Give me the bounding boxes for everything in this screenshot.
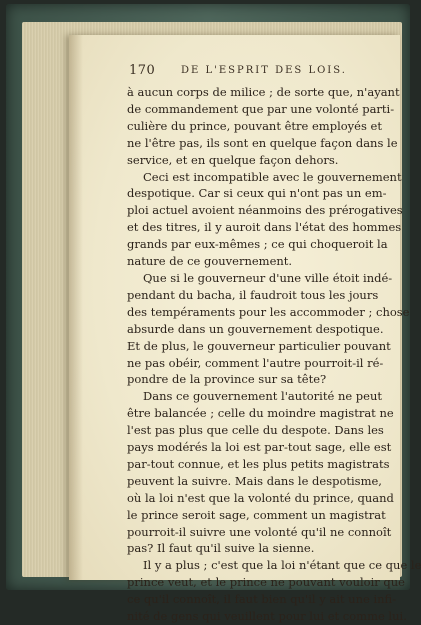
text-line: ce qu'il connoît, il faut bien qu'il y ait une infi-: [127, 592, 397, 607]
text-line: absurde dans un gouvernement despotique.: [127, 321, 384, 336]
text-line: prince veut, et le prince ne pouvant vouloir que: [127, 575, 405, 590]
body-text: [127, 84, 421, 625]
text-line: par-tout connue, et les plus petits magistrats: [127, 456, 390, 471]
text-line: Que si le gouverneur d'une ville étoit indé-: [143, 270, 393, 285]
running-title: DE L'ESPRIT DES LOIS.: [181, 65, 347, 76]
text-line: pas? Il faut qu'il suive la sienne.: [127, 541, 315, 556]
text-line: l'est pas plus que celle du despote. Dans les: [127, 423, 384, 438]
page-number: 170: [129, 63, 156, 78]
text-line: le prince seroit sage, comment un magistrat: [127, 507, 386, 522]
text-line: pendant du bacha, il faudroit tous les jours: [127, 287, 379, 302]
text-line: despotique. Car si ceux qui n'ont pas un em-: [127, 186, 387, 201]
page-header: [129, 63, 400, 81]
text-line: où la loi n'est que la volonté du prince, quand: [127, 490, 394, 505]
text-line: nature de ce gouvernement.: [127, 254, 293, 269]
text-line: grands par eux-mêmes ; ce qui choqueroit la: [127, 237, 388, 252]
text-line: nité de gens qui veuillent pour lui et comme lui.: [127, 609, 407, 624]
text-line: et des titres, il y auroit dans l'état des hommes: [127, 220, 402, 235]
text-line: ploi actuel avoient néanmoins des prérogatives: [127, 203, 403, 218]
text-line: culière du prince, pouvant être employés et: [127, 118, 382, 133]
text-line: de commandement que par une volonté parti-: [127, 101, 395, 116]
book-page: [69, 35, 421, 624]
text-line: pays modérés la loi est par-tout sage, elle est: [127, 440, 392, 455]
text-line: ne l'être pas, ils sont en quelque façon dans le: [127, 135, 398, 150]
text-line: peuvent la suivre. Mais dans le despotisme,: [127, 473, 382, 488]
text-line: pondre de la province sur sa tête?: [127, 372, 327, 387]
text-line: Dans ce gouvernement l'autorité ne peut: [143, 389, 383, 404]
text-line: pourroit-il suivre une volonté qu'il ne connoît: [127, 524, 392, 539]
text-line: être balancée ; celle du moindre magistrat ne: [127, 406, 394, 421]
text-line: ne pas obéir, comment l'autre pourroit-il ré-: [127, 355, 384, 370]
text-line: à aucun corps de milice ; de sorte que, n'ayant: [127, 85, 400, 99]
page-gutter-shadow: [69, 35, 83, 580]
text-line: service, et en quelque façon dehors.: [127, 152, 339, 167]
text-line: des tempéraments pour les accommoder ; chose: [127, 304, 410, 319]
text-line: Et de plus, le gouverneur particulier pouvant: [127, 338, 391, 353]
text-line: Il y a plus ; c'est que la loi n'étant que ce que le: [143, 558, 421, 573]
text-line: Ceci est incompatible avec le gouvernement: [143, 169, 402, 184]
